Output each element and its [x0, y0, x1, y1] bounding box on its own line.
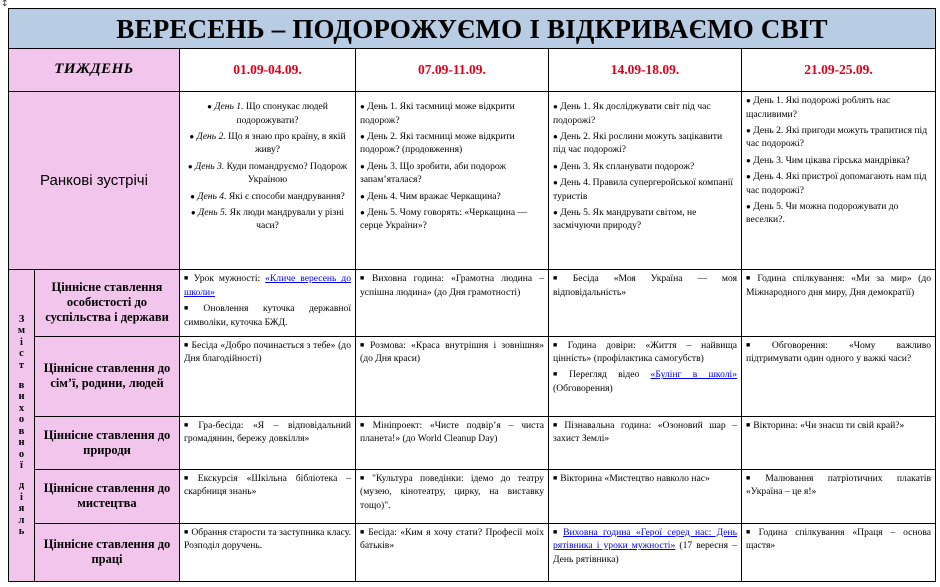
- society-week-1-cell: [180, 270, 356, 336]
- activity-item: ■ Виховна година «Герої серед нас: День рятівника і уроки мужності» (17 вересня – День рятівника): [553, 526, 737, 565]
- activity-item: ■ Бесіда: «Ким я хочу стати? Професії моїх батьків»: [360, 526, 544, 552]
- morning-item: ● День 5. Як мандрувати світом, не засмічуючи природу?: [553, 206, 697, 232]
- activity-item: ■ Година довіри: «Життя – найвища цінність» (профілактика самогубств): [553, 339, 738, 364]
- week-4-dates: 21.09-25.09.: [742, 49, 936, 92]
- morning-item: ● День 2. Які рослини можуть зацікавити під час подорожі?: [553, 130, 723, 156]
- row-label-art: Ціннісне ставлення до мистецтва: [35, 469, 180, 523]
- nature-week-3-cell: [549, 416, 742, 469]
- activity-item: ■ Вікторина «Мистецтво навколо нас»: [553, 472, 710, 484]
- morning-item: ● День 5. Чому говорять: «Черкащина — серце України»?: [360, 206, 528, 232]
- week-3-dates: 14.09-18.09.: [549, 49, 742, 92]
- row-label-society: Ціннісне ставлення особистості до суспільства і держави: [35, 270, 180, 336]
- morning-item: ● День 2. Які таємниці може відкрити подорож? (продовження): [360, 130, 515, 156]
- activity-item: ■ Виховна година: «Грамотна людина – успішна людина» (до Дня грамотності): [360, 273, 545, 298]
- morning-meetings-label: Ранкові зустрічі: [9, 92, 180, 270]
- activity-item: ■ Розмова: «Краса внутрішня і зовнішня» (до Дня краси): [360, 339, 544, 364]
- morning-week-4-cell: [742, 92, 936, 270]
- row-label-work: Ціннісне ставлення до праці: [35, 523, 180, 581]
- art-week-3-cell: [549, 469, 742, 523]
- morning-item: ● День 1. Що спонукає людей подорожувати?: [207, 101, 328, 126]
- activity-item: ■ Вікторина: «Чи знаєш ти свій край?»: [746, 419, 905, 431]
- table-move-handle-icon[interactable]: ↕: [1, 0, 9, 9]
- work-week-1-cell: [180, 523, 356, 581]
- morning-item: ● День 5. Як люди мандрували у різні часи?: [190, 206, 345, 232]
- morning-item: ● День 4. Чим вражає Черкащина?: [360, 190, 501, 202]
- art-week-1-cell: [180, 469, 356, 523]
- row-art: [9, 469, 936, 523]
- monthly-plan-table: [8, 8, 936, 582]
- page-title: ВЕРЕСЕНЬ – ПОДОРОЖУЄМО І ВІДКРИВАЄМО СВІТ: [9, 9, 936, 49]
- society-week-2-cell: [356, 270, 549, 336]
- morning-week-3-cell: [549, 92, 742, 270]
- morning-item: ● День 4. Правила супергеройської компанії туристів: [553, 177, 734, 202]
- morning-item: ● День 5. Чи можна подорожувати до веселки?.: [746, 200, 899, 226]
- activity-item: ■ Мініпроект: «Чисте подвір’я – чиста планета!» (до World Cleanup Day): [360, 419, 544, 445]
- morning-item: ● День 2. Що я знаю про країну, в якій живу?: [189, 130, 346, 156]
- heroes-among-us-link[interactable]: Виховна година «Герої серед нас: День рятівника і уроки мужності»: [553, 526, 737, 552]
- morning-item: ● День 1. Як досліджувати світ під час подорожі?: [553, 101, 711, 126]
- morning-item: ● День 1. Які подорожі роблять нас щасливими?: [746, 95, 891, 120]
- buling-video-link[interactable]: «Булінг в школі»: [650, 369, 737, 381]
- morning-item: ● День 2. Які пригоди можуть трапитися під час подорожі?: [746, 124, 928, 150]
- society-week-4-cell: [742, 270, 936, 336]
- morning-meetings-row: [9, 92, 936, 270]
- nature-week-2-cell: [356, 416, 549, 469]
- educational-activity-vertical-label: З м і с т в и х о в н о ї д і я л ь: [9, 270, 35, 582]
- week-2-dates: 07.09-11.09.: [356, 49, 549, 92]
- activity-item: ■ Пізнавальна година: «Озоновий шар – захист Землі»: [553, 419, 737, 445]
- work-week-3-cell: [549, 523, 742, 581]
- row-society: [9, 270, 936, 336]
- activity-item: ■ Урок мужності: «Кличе вересень до школи»: [184, 273, 351, 298]
- activity-item: ■ Екскурсія «Шкільна бібліотека – скарбниця знань»: [184, 472, 351, 498]
- activity-item: ■ Малювання патріотичних плакатів «Україна – це я!»: [746, 472, 932, 498]
- activity-item: ■ Бесіда «Добро починається з тебе» (до Дня благодійності): [184, 339, 351, 364]
- activity-item: ■ Оновлення куточка державної символіки, куточка БЖД.: [184, 303, 351, 328]
- row-label-family: Ціннісне ставлення до сім’ї, родини, людей: [35, 336, 180, 416]
- activity-item: ■ "Культура поведінки: ідемо до театру (музею, кінотеатру, цирку, на виставку тощо)".: [360, 472, 544, 511]
- art-week-2-cell: [356, 469, 549, 523]
- morning-item: ● День 3. Куди помандруємо? Подорож Україною: [187, 160, 348, 186]
- morning-item: ● День 4. Які є способи мандрування?: [190, 190, 345, 202]
- week-label: ТИЖДЕНЬ: [9, 49, 180, 92]
- week-1-dates: 01.09-04.09.: [180, 49, 356, 92]
- activity-item: ■ Перегляд відео «Булінг в школі» (Обговорення): [553, 369, 737, 394]
- morning-item: ● День 1. Які таємниці може відкрити подорож?: [360, 101, 515, 126]
- kliche-veresen-link[interactable]: «Кличе вересень до школи»: [184, 273, 351, 298]
- row-nature: [9, 416, 936, 469]
- family-week-4-cell: [742, 336, 936, 416]
- activity-item: ■ Гра-бесіда: «Я – відповідальний громадянин, бережу довкілля»: [184, 419, 352, 445]
- morning-week-2-cell: [356, 92, 549, 270]
- title-row: [9, 9, 936, 49]
- row-family: [9, 336, 936, 416]
- society-week-3-cell: [549, 270, 742, 336]
- work-week-4-cell: [742, 523, 936, 581]
- row-label-nature: Ціннісне ставлення до природи: [35, 416, 180, 469]
- activity-item: ■ Година спілкування: «Ми за мир» (до Міжнародного дня миру, Дня демократії): [746, 273, 932, 298]
- nature-week-1-cell: [180, 416, 356, 469]
- morning-item: ● День 3. Що зробити, аби подорож запам’яталася?: [360, 160, 507, 186]
- family-week-1-cell: [180, 336, 356, 416]
- morning-item: ● День 4. Які пристрої допомагають нам під час подорожі?: [746, 171, 927, 196]
- row-work: [9, 523, 936, 581]
- activity-item: ■ Обрання старости та заступника класу. Розподіл доручень.: [184, 526, 351, 552]
- family-week-3-cell: [549, 336, 742, 416]
- activity-item: ■ Година спілкування «Праця – основа щастя»: [746, 526, 932, 552]
- morning-item: ● День 3. Чим цікава гірська мандрівка?: [746, 154, 910, 166]
- activity-item: ■ Обговорення: «Чому важливо підтримувати один одного у важкі часи?: [746, 339, 932, 364]
- activity-item: ■ Бесіда «Моя Україна — моя відповідальність»: [553, 273, 737, 298]
- work-week-2-cell: [356, 523, 549, 581]
- nature-week-4-cell: [742, 416, 936, 469]
- weeks-header-row: [9, 49, 936, 92]
- art-week-4-cell: [742, 469, 936, 523]
- family-week-2-cell: [356, 336, 549, 416]
- morning-item: ● День 3. Як спланувати подорож?: [553, 160, 695, 172]
- morning-week-1-cell: [180, 92, 356, 270]
